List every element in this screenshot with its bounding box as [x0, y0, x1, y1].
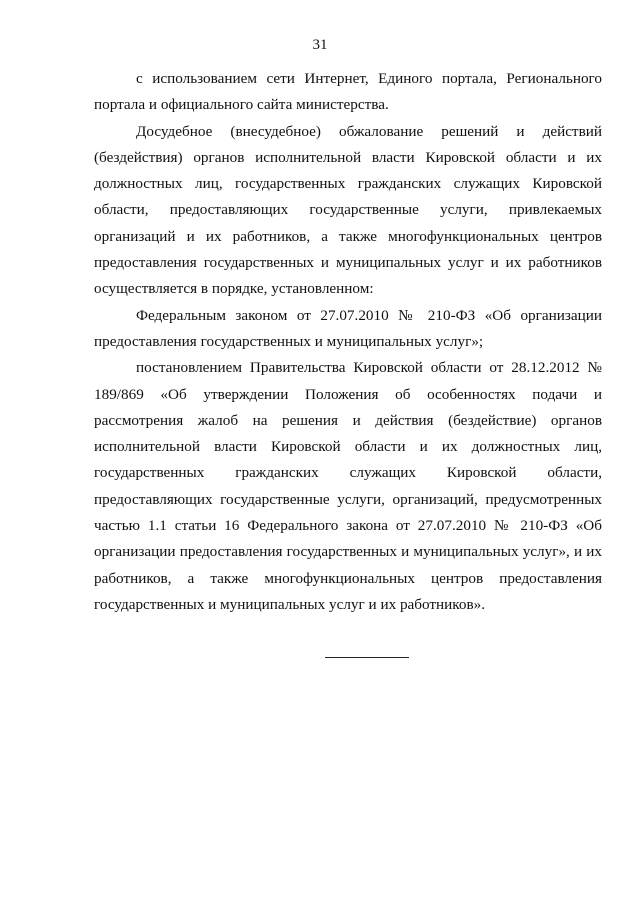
- paragraph-internet-channels: с использованием сети Интернет, Единого портала, Регионального портала и официального сайта министерства.: [94, 70, 602, 114]
- page-number: 31: [312, 37, 328, 53]
- document-body: [94, 66, 602, 618]
- paragraph-government-resolution: постановлением Правительства Кировской области от 28.12.2012 № 189/869 «Об утверждении Положения об особенностях подачи и рассмотрения жалоб на решения и действия (бездействие) органов исполнительной власти Кировской области и их должностных лиц, государственных гражданских служащих Кировской области, предоставляющих государственные услуги, организаций, предусмотренных частью 1.1 статьи 16 Федерального закона от 27.07.2010 № 210-ФЗ «Об организации предоставления государственных и муниципальных услуг», и их работников, а также многофункциональных центров предоставления государственных и муниципальных услуг и их работников».: [94, 359, 602, 613]
- paragraph-federal-law: Федеральным законом от 27.07.2010 № 210-ФЗ «Об организации предоставления государственных и муниципальных услуг»;: [94, 306, 602, 350]
- end-separator-line: [325, 657, 409, 658]
- paragraph-appeal-procedure: Досудебное (внесудебное) обжалование решений и действий (бездействия) органов исполнительной власти Кировской области и их должностных лиц, государственных гражданских служащих Кировской области, предоставляющих государственные услуги, привлекаемых организаций и их работников, а также многофункциональных центров предоставления государственных и муниципальных услуг и их работников осуществляется в порядке, установленном:: [94, 122, 602, 298]
